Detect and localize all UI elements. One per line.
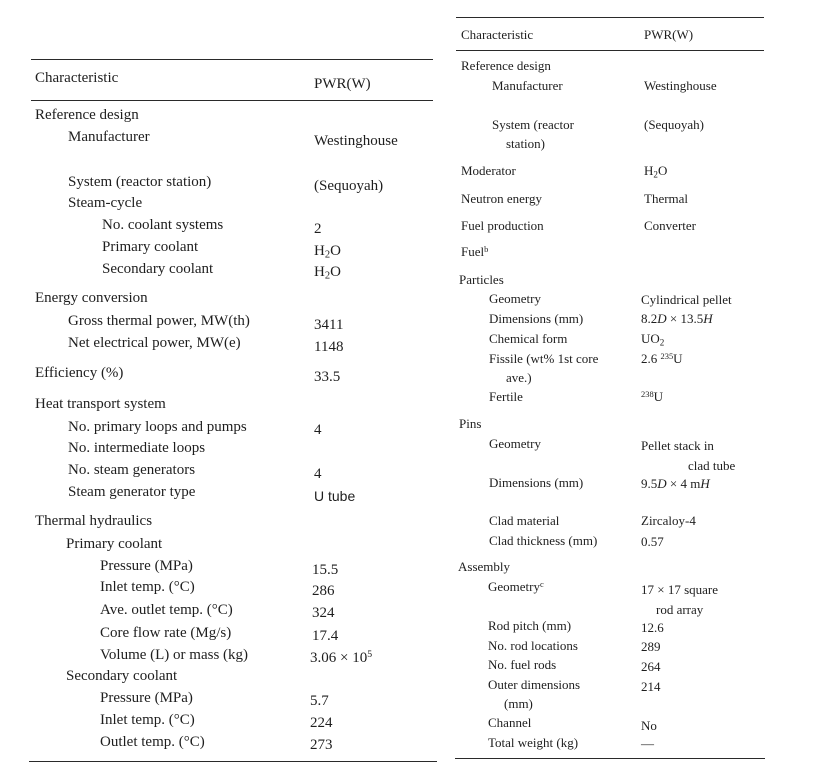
right-row-value: Converter	[644, 218, 696, 233]
right-row-value: Cylindrical pellet	[641, 292, 732, 307]
left-top-rule	[31, 59, 433, 60]
right-row-label: Total weight (kg)	[488, 735, 579, 750]
right-header-characteristic: Characteristic	[461, 27, 534, 42]
right-row-label: Outer dimensions	[488, 677, 581, 692]
left-row-label: No. coolant systems	[102, 217, 224, 233]
right-row-label: ave.)	[506, 370, 532, 385]
right-row-label: System (reactor	[492, 117, 574, 132]
right-row-label: Channel	[488, 715, 532, 730]
right-row-label: Fuel production	[461, 218, 544, 233]
left-row-label: Steam-cycle	[68, 195, 143, 211]
left-row-value: 3411	[314, 317, 344, 333]
left-row-value: Westinghouse	[314, 133, 398, 149]
right-header-rule	[456, 50, 764, 51]
right-row-label: Moderator	[461, 163, 516, 178]
right-row-label: Rod pitch (mm)	[488, 618, 572, 633]
right-top-rule	[456, 17, 764, 18]
right-row-value: 0.57	[641, 534, 664, 549]
right-row-label: Clad material	[489, 513, 560, 528]
left-row-label: Volume (L) or mass (kg)	[100, 647, 249, 663]
left-header-rule	[31, 100, 433, 101]
right-row-label: Pins	[459, 416, 482, 431]
left-bottom-rule	[29, 761, 437, 762]
right-row-label: Neutron energy	[461, 191, 542, 206]
right-row-label: Dimensions (mm)	[489, 475, 584, 490]
left-row-label: Primary coolant	[102, 239, 199, 255]
left-row-label: Core flow rate (Mg/s)	[100, 625, 232, 641]
left-row-value: $H_2O$	[314, 243, 341, 261]
left-row-label: Reference design	[35, 107, 139, 123]
right-row-label: Chemical form	[489, 331, 568, 346]
left-row-value: 15.5	[312, 562, 339, 578]
left-row-value: 286	[312, 583, 335, 599]
right-row-value: $H_2O$	[644, 163, 668, 180]
right-row-value: $UO_2$	[641, 331, 665, 348]
left-row-label: Gross thermal power, MW(th)	[68, 313, 250, 329]
left-row-label: Outlet temp. (°C)	[100, 734, 205, 750]
left-row-value: 5.7	[310, 693, 329, 709]
left-row-value: U tube	[314, 488, 356, 504]
right-row-label: Fertile	[489, 389, 523, 404]
right-row-value: 17 × 17 square	[641, 582, 719, 597]
right-row-label: Geometry	[489, 291, 541, 306]
right-row-label: station)	[506, 136, 545, 151]
right-row-label: No. rod locations	[488, 638, 578, 653]
left-row-value: 2	[314, 221, 322, 237]
left-row-label: Efficiency (%)	[35, 365, 124, 381]
left-row-label: Inlet temp. (°C)	[100, 712, 195, 728]
right-row-value: Thermal	[644, 191, 689, 206]
left-row-label: Primary coolant	[66, 536, 163, 552]
left-row-label: Heat transport system	[35, 396, 166, 412]
left-row-value: 4	[314, 466, 322, 482]
left-row-label: No. primary loops and pumps	[68, 419, 247, 435]
right-header-value: PWR(W)	[644, 27, 694, 42]
right-row-value: 289	[641, 639, 661, 654]
right-row-value: (Sequoyah)	[644, 117, 704, 132]
right-row-value: clad tube	[688, 458, 736, 473]
right-row-value: 8.2D × 13.5H	[641, 311, 713, 326]
left-row-value: 4	[314, 422, 322, 438]
right-row-label: Reference design	[461, 58, 551, 73]
left-row-label: Steam generator type	[68, 484, 196, 500]
right-row-value: 264	[641, 659, 661, 674]
left-row-value: 1148	[314, 339, 344, 355]
left-row-label: Secondary coolant	[102, 261, 214, 277]
left-row-value: (Sequoyah)	[314, 178, 384, 194]
left-row-label: Inlet temp. (°C)	[100, 579, 195, 595]
left-row-value: 33.5	[314, 369, 341, 385]
left-row-value: $H_2O$	[314, 264, 341, 282]
left-row-label: Net electrical power, MW(e)	[68, 335, 241, 351]
left-row-label: Pressure (MPa)	[100, 558, 193, 574]
left-row-value: 324	[312, 605, 335, 621]
right-row-value: No	[641, 718, 657, 733]
right-row-value: Westinghouse	[644, 78, 717, 93]
right-row-label: Fuel$^b$	[461, 243, 489, 259]
right-row-label: Clad thickness (mm)	[489, 533, 598, 548]
right-row-label: Geometry	[489, 436, 541, 451]
left-row-value: 17.4	[312, 628, 339, 644]
left-row-label: Secondary coolant	[66, 668, 178, 684]
left-row-label: No. intermediate loops	[68, 440, 206, 456]
right-row-value: Zircaloy-4	[641, 513, 696, 528]
left-row-value: 224	[310, 715, 333, 731]
left-row-value: $3.06 \times 10^5$	[310, 649, 373, 666]
left-header-characteristic: Characteristic	[35, 70, 119, 86]
left-row-value: 273	[310, 737, 333, 753]
right-row-label: Manufacturer	[492, 78, 563, 93]
right-row-value: 9.5D × 4 mH	[641, 476, 710, 491]
left-row-label: No. steam generators	[68, 462, 196, 478]
right-row-label: No. fuel rods	[488, 657, 557, 672]
left-row-label: System (reactor station)	[68, 174, 212, 190]
left-row-label: Pressure (MPa)	[100, 690, 193, 706]
right-row-label: Dimensions (mm)	[489, 311, 584, 326]
left-header-value: PWR(W)	[314, 76, 371, 92]
right-row-label: Fissile (wt% 1st core	[489, 351, 599, 366]
left-row-label: Ave. outlet temp. (°C)	[100, 602, 233, 618]
right-bottom-rule	[455, 758, 765, 759]
left-row-label: Manufacturer	[68, 129, 150, 145]
left-row-label: Energy conversion	[35, 290, 148, 306]
right-row-value: rod array	[656, 602, 704, 617]
left-row-label: Thermal hydraulics	[35, 513, 153, 529]
right-row-label: Particles	[459, 272, 504, 287]
right-row-value: 214	[641, 679, 661, 694]
right-row-value: —	[641, 736, 654, 751]
right-row-label: (mm)	[504, 696, 533, 711]
right-row-label: Geometry$^c$	[488, 578, 544, 594]
right-row-value: $^{238}$U	[641, 388, 664, 404]
right-row-label: Assembly	[458, 559, 510, 574]
right-row-value: 2.6 $^{235}$U	[641, 350, 683, 366]
right-row-value: 12.6	[641, 620, 664, 635]
right-row-value: Pellet stack in	[641, 438, 714, 453]
